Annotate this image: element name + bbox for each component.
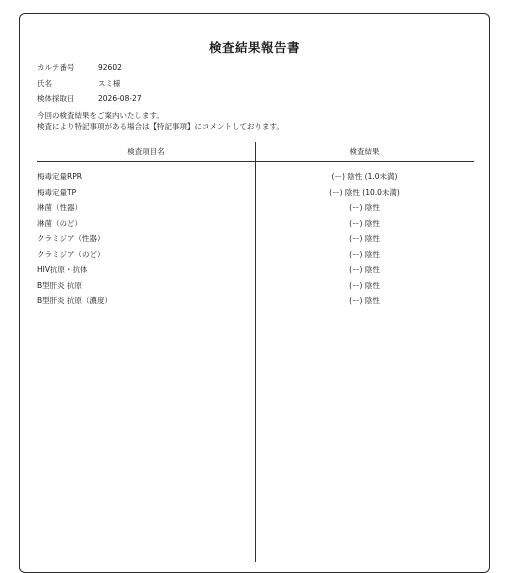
test-result: (ー) 陰性 (349, 234, 380, 243)
name-value: スミ様 (98, 78, 121, 88)
test-result: (ー) 陰性 (1.0未満) (331, 172, 398, 181)
table-row (37, 278, 474, 294)
table-row (37, 293, 474, 309)
report-sheet (19, 13, 490, 573)
table-row (37, 247, 474, 263)
test-result: (ー) 陰性 (349, 296, 380, 305)
test-result: (ー) 陰性 (10.0未満) (329, 187, 400, 197)
notice-line-1: 今回の検査結果をご案内いたします。 (37, 111, 164, 120)
name-label: 氏名 (37, 78, 52, 88)
table-row (37, 216, 474, 232)
table-row (37, 231, 474, 247)
info-row-chart-number (37, 60, 142, 76)
test-item-name: 梅毒定量TP (37, 187, 77, 197)
header-result: 検査結果 (349, 147, 380, 156)
table-row (37, 185, 474, 201)
notice-text (37, 110, 284, 132)
info-row-sample-date (37, 91, 142, 107)
test-item-name: HIV抗原・抗体 (37, 265, 88, 274)
test-result: (ー) 陰性 (349, 280, 380, 290)
test-result: (ー) 陰性 (349, 265, 380, 274)
notice-line-2: 検査により特記事項がある場合は【特記事項】にコメントしております。 (37, 122, 284, 131)
chart-number-label: カルテ番号 (37, 63, 75, 72)
test-item-name: 淋菌（のど） (37, 218, 82, 228)
test-item-name: クラミジア（性器） (37, 234, 105, 243)
test-item-name: B型肝炎 抗原（濃度） (37, 296, 113, 305)
table-row (37, 200, 474, 216)
test-item-name: クラミジア（のど） (37, 249, 105, 259)
test-result: (ー) 陰性 (349, 218, 380, 228)
table-row (37, 262, 474, 278)
patient-info (37, 60, 142, 107)
test-item-name: 梅毒定量RPR (37, 172, 82, 181)
test-result: (ー) 陰性 (349, 249, 380, 259)
test-result: (ー) 陰性 (349, 203, 380, 212)
chart-number-value: 92602 (98, 63, 122, 72)
table-row (37, 169, 474, 185)
header-item-name: 検査項目名 (127, 147, 165, 156)
test-item-name: 淋菌（性器） (37, 203, 82, 212)
table-body (37, 169, 474, 309)
info-row-name (37, 76, 142, 92)
test-item-name: B型肝炎 抗原 (37, 280, 83, 290)
report-title: 検査結果報告書 (208, 40, 300, 55)
sample-date-value: 2026-08-27 (98, 94, 142, 103)
sample-date-label: 検体採取日 (37, 94, 75, 103)
results-table (37, 142, 474, 562)
